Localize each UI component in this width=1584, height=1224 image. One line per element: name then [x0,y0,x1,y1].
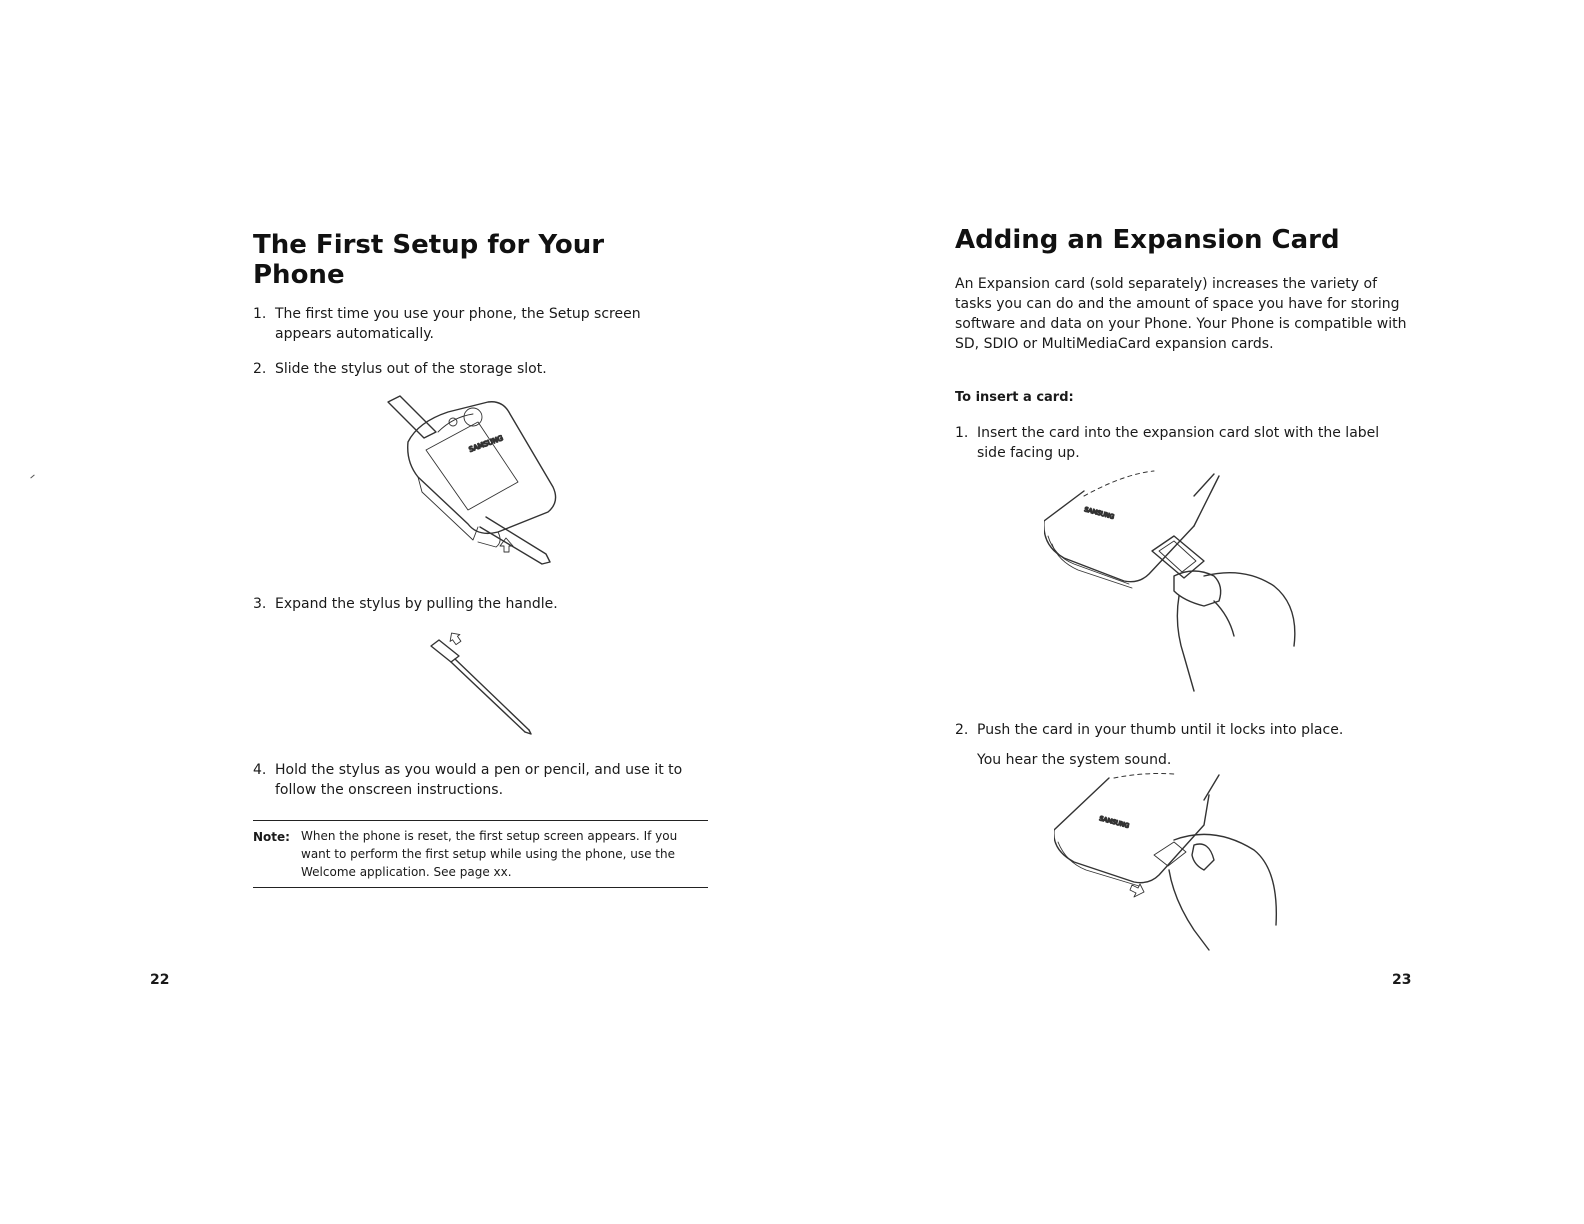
step-number: 3. [253,596,267,612]
step-2-followup: You hear the system sound. [977,752,1172,768]
setup-step-1 [253,304,693,344]
svg-text:SAMSUNG: SAMSUNG [467,434,505,454]
page-title: The First Setup for Your Phone [253,230,605,290]
step-number: 2. [955,722,969,738]
stylus-expand-illustration [425,626,535,736]
step-text: Expand the stylus by pulling the handle. [275,596,558,612]
step-text: Hold the stylus as you would a pen or pencil, and use it to follow the onscreen instructions. [275,762,683,798]
page-number: 22 [150,972,170,988]
page-number: 23 [1392,972,1412,988]
subheading: To insert a card: [955,390,1074,405]
step-number: 1. [253,306,267,322]
setup-step-2 [253,359,693,379]
step-text: The first time you use your phone, the Setup screen appears automatically. [275,306,641,342]
step-text: Slide the stylus out of the storage slot. [275,361,547,377]
insert-step-2 [955,720,1405,740]
setup-step-3 [253,594,693,614]
insert-card-illustration [1044,466,1304,696]
setup-step-4 [253,760,703,800]
step-number: 1. [955,425,969,441]
right-page [792,0,1584,1224]
note-label: Note: [253,830,290,844]
intro-paragraph: An Expansion card (sold separately) increases the variety of tasks you can do and the amount of space you have for storing software and data on your Phone. Your Phone is compatible with SD, SDIO or MultiMediaCard expansion cards. [955,276,1407,352]
insert-step-1 [955,423,1405,463]
phone-stylus-slot-illustration [378,392,568,572]
svg-text:SAMSUNG: SAMSUNG [1083,506,1115,521]
step-number: 2. [253,361,267,377]
push-card-illustration [1054,770,1294,955]
step-number: 4. [253,762,267,778]
step-text: Insert the card into the expansion card slot with the label side facing up. [977,425,1380,461]
step-text: Push the card in your thumb until it locks into place. [977,722,1344,738]
note-box [253,820,708,888]
page-title: Adding an Expansion Card [955,225,1340,255]
svg-text:SAMSUNG: SAMSUNG [1098,815,1130,830]
note-text: When the phone is reset, the first setup screen appears. If you want to perform the first setup while using the phone, use the Welcome application. See page xx. [301,829,678,879]
